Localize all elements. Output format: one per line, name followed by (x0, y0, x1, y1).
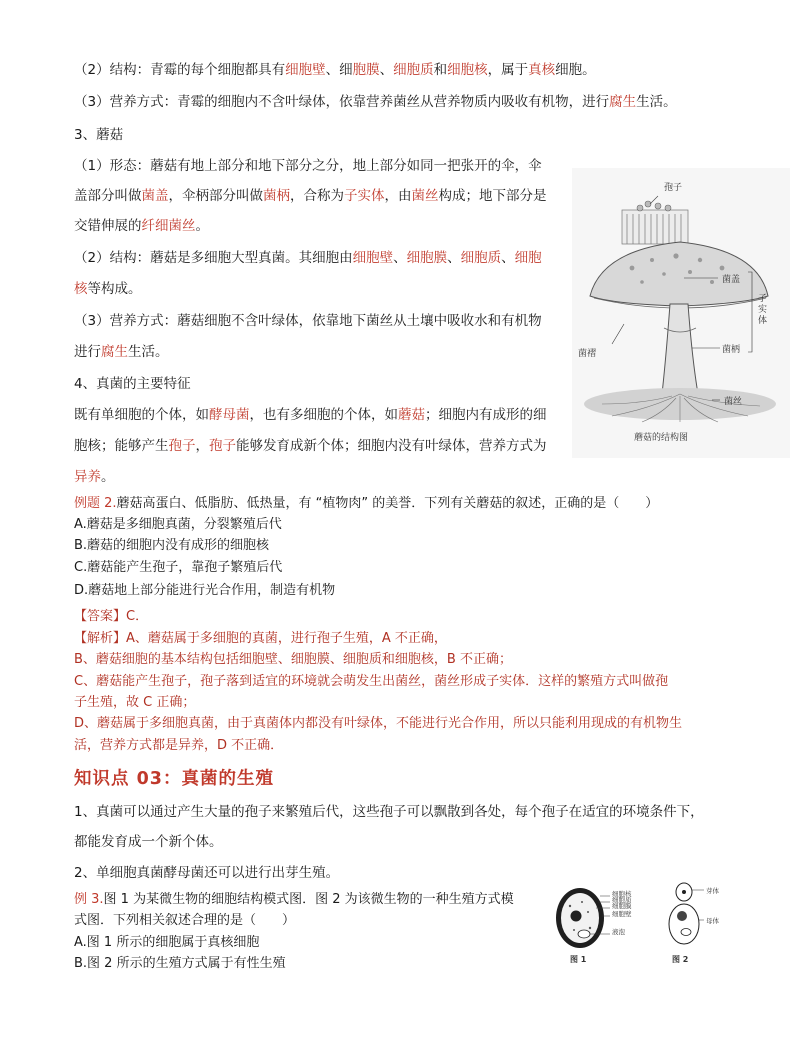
example-2-option-a: A.蘑菇是多细胞真菌，分裂繁殖后代 (74, 517, 282, 532)
example-2-analysis-line-4: 子生殖，故 C 正确； (74, 695, 196, 710)
mushroom-structure-line-1 (74, 250, 542, 267)
label-fruiting-body: 子实体 (758, 294, 768, 326)
section3-p1-line-1: 1、真菌可以通过产生大量的孢子来繁殖后代，这些孢子可以飘散到各处，每个孢子在适宜的环境条件下， (74, 804, 704, 820)
keyword: 细胞壁 (352, 250, 394, 266)
example-2-answer: 【答案】C． (74, 609, 149, 624)
keyword: 菌盖 (141, 188, 169, 204)
features-line-2 (74, 438, 547, 455)
text: 、 (501, 250, 515, 266)
section3-p2: 2、单细胞真菌酵母菌还可以进行出芽生殖。 (74, 865, 340, 881)
keyword: 细胞 (514, 250, 542, 266)
analysis-label: 【解析】 (74, 631, 127, 646)
mushroom-form-line-3 (74, 218, 209, 235)
text: ，属于 (487, 62, 529, 78)
example-3-option-a: A.图 1 所示的细胞属于真核细胞 (74, 935, 260, 950)
text: 。 (195, 218, 209, 234)
figure-caption: 蘑菇的结构图 (634, 433, 689, 443)
text: 既有单细胞的个体，如 (74, 407, 209, 423)
text: ，伞柄部分叫做 (168, 188, 263, 204)
example-2-option-c: C.蘑菇能产生孢子，靠孢子繁殖后代 (74, 560, 283, 575)
mushroom-title: 3、蘑菇 (74, 127, 124, 143)
example-3-line-2: 式图．下列相关叙述合理的是（ ） (74, 913, 296, 928)
example-label: 例 3. (74, 892, 104, 907)
text: 细胞。 (555, 62, 596, 78)
keyword: 细胞核 (447, 62, 488, 78)
penicillium-structure-line (74, 62, 596, 79)
keyword: 细胞膜 (406, 250, 448, 266)
keyword: 菌丝 (411, 188, 439, 204)
text: （3）营养方式：青霉的细胞内不含叶绿体，依靠营养菌丝从营养物质内吸收有机物，进行 (74, 94, 610, 110)
text: 盖部分叫做 (74, 188, 142, 204)
label-cell-part-4: 细胞壁 (612, 910, 632, 918)
keyword: 核 (74, 281, 88, 297)
text: （2）结构：蘑菇是多细胞大型真菌。其细胞由 (74, 250, 353, 266)
keyword: 孢子 (168, 438, 196, 454)
example-2-analysis-line-6: 活，营养方式都是异养，D 不正确． (74, 738, 284, 753)
figure-2-caption: 图 2 (672, 955, 689, 964)
text: 交错伸展的 (74, 218, 142, 234)
figure-1-caption: 图 1 (570, 955, 587, 964)
text: 胞核；能够产生 (74, 438, 169, 454)
example-2-analysis-line-2: B、蘑菇细胞的基本结构包括细胞壁、细胞膜、细胞质和细胞核，B 不正确； (74, 652, 512, 667)
example-2-analysis-line-3: C、蘑菇能产生孢子，孢子落到适宜的环境就会萌发生出菌丝，菌丝形成子实体．这样的繁殖方式叫做孢 (74, 674, 669, 689)
keyword: 纤细菌丝 (141, 218, 196, 234)
text: A、蘑菇属于多细胞的真菌，进行孢子生殖，A 不正确， (126, 631, 447, 646)
section3-p1-line-2: 都能发育成一个新个体。 (74, 834, 223, 850)
keyword: 孢子 (209, 438, 236, 454)
keyword: 酵母菌 (209, 407, 250, 423)
text: 生活。 (636, 94, 677, 110)
example-2-stem (74, 495, 658, 512)
text: 构成；地下部分是 (438, 188, 547, 204)
mushroom-form-line-1: （1）形态：蘑菇有地上部分和地下部分之分，地上部分如同一把张开的伞，伞 (74, 158, 542, 174)
mushroom-nutrition-line-1: （3）营养方式：蘑菇细胞不含叶绿体，依靠地下菌丝从土壤中吸收水和有机物 (74, 313, 542, 329)
penicillium-nutrition-line (74, 94, 677, 111)
text: 进行 (74, 344, 101, 360)
text: ；细胞内有成形的细 (425, 407, 547, 423)
keyword: 异养 (74, 469, 101, 485)
keyword: 子实体 (344, 188, 385, 204)
keyword: 真核 (528, 62, 556, 78)
label-cell-part-1: 细胞核 (612, 890, 632, 898)
label-cell-part-3: 细胞膜 (612, 902, 632, 910)
keyword: 细胞质 (393, 62, 434, 78)
label-stalk: 菌柄 (722, 345, 741, 355)
example-2-analysis-line-5: D、蘑菇属于多细胞真菌，由于真菌体内都没有叶绿体，不能进行光合作用，所以只能利用现成的有机物生 (74, 716, 683, 731)
features-line-3 (74, 469, 115, 486)
yeast-figures (552, 882, 720, 972)
example-2-option-b: B.蘑菇的细胞内没有成形的细胞核 (74, 538, 270, 553)
keyword: 腐生 (609, 94, 637, 110)
text: （2）结构：青霉的每个细胞都具有 (74, 62, 286, 78)
text: 图 1 为某微生物的细胞结构模式图．图 2 为该微生物的一种生殖方式模 (103, 892, 514, 907)
mushroom-nutrition-line-2 (74, 344, 169, 361)
label-cell-part-2: 细胞质 (612, 896, 632, 904)
text: 。 (101, 469, 115, 485)
mushroom-form-line-2 (74, 188, 547, 205)
text: 和 (433, 62, 448, 78)
keyword: 胞膜 (352, 62, 380, 78)
keyword: 蘑菇 (398, 407, 425, 423)
label-spore: 孢子 (664, 183, 683, 193)
keyword: 细胞壁 (285, 62, 326, 78)
mushroom-structure-line-2 (74, 281, 142, 298)
label-cap: 菌盖 (722, 275, 741, 285)
text: 蘑菇高蛋白、低脂肪、低热量，有 “植物肉” 的美誉．下列有关蘑菇的叙述，正确的是（ ） (116, 496, 659, 511)
text: 、 (393, 250, 407, 266)
text: 生活。 (128, 344, 169, 360)
text: ， (195, 438, 209, 454)
keyword: 菌柄 (263, 188, 290, 204)
example-2-analysis-line-1 (74, 630, 447, 647)
features-line-1 (74, 407, 547, 424)
keyword: 腐生 (101, 344, 128, 360)
text: 、细 (325, 62, 353, 78)
text: 、 (379, 62, 394, 78)
text: ，由 (384, 188, 412, 204)
text: 能够发育成新个体；细胞内没有叶绿体，营养方式为 (236, 438, 547, 454)
features-title: 4、真菌的主要特征 (74, 376, 191, 392)
label-hyphae: 菌丝 (724, 397, 743, 407)
section-heading: 知识点 03：真菌的生殖 (74, 769, 274, 789)
example-2-option-d: D.蘑菇地上部分能进行光合作用，制造有机物 (74, 583, 336, 598)
example-label: 例题 2. (74, 496, 117, 511)
label-mother-cell: 母体 (706, 917, 719, 925)
example-3-line-1 (74, 891, 514, 908)
label-gills: 菌褶 (578, 349, 597, 359)
text: 、 (447, 250, 461, 266)
text: ，合称为 (290, 188, 344, 204)
text: ，也有多细胞的个体，如 (249, 407, 398, 423)
label-cell-part-5: 液泡 (612, 928, 625, 936)
example-3-option-b: B.图 2 所示的生殖方式属于有性生殖 (74, 956, 286, 971)
text: 等构成。 (87, 281, 142, 297)
mushroom-structure-figure (572, 168, 790, 458)
label-bud: 芽体 (706, 887, 719, 895)
keyword: 细胞质 (460, 250, 502, 266)
